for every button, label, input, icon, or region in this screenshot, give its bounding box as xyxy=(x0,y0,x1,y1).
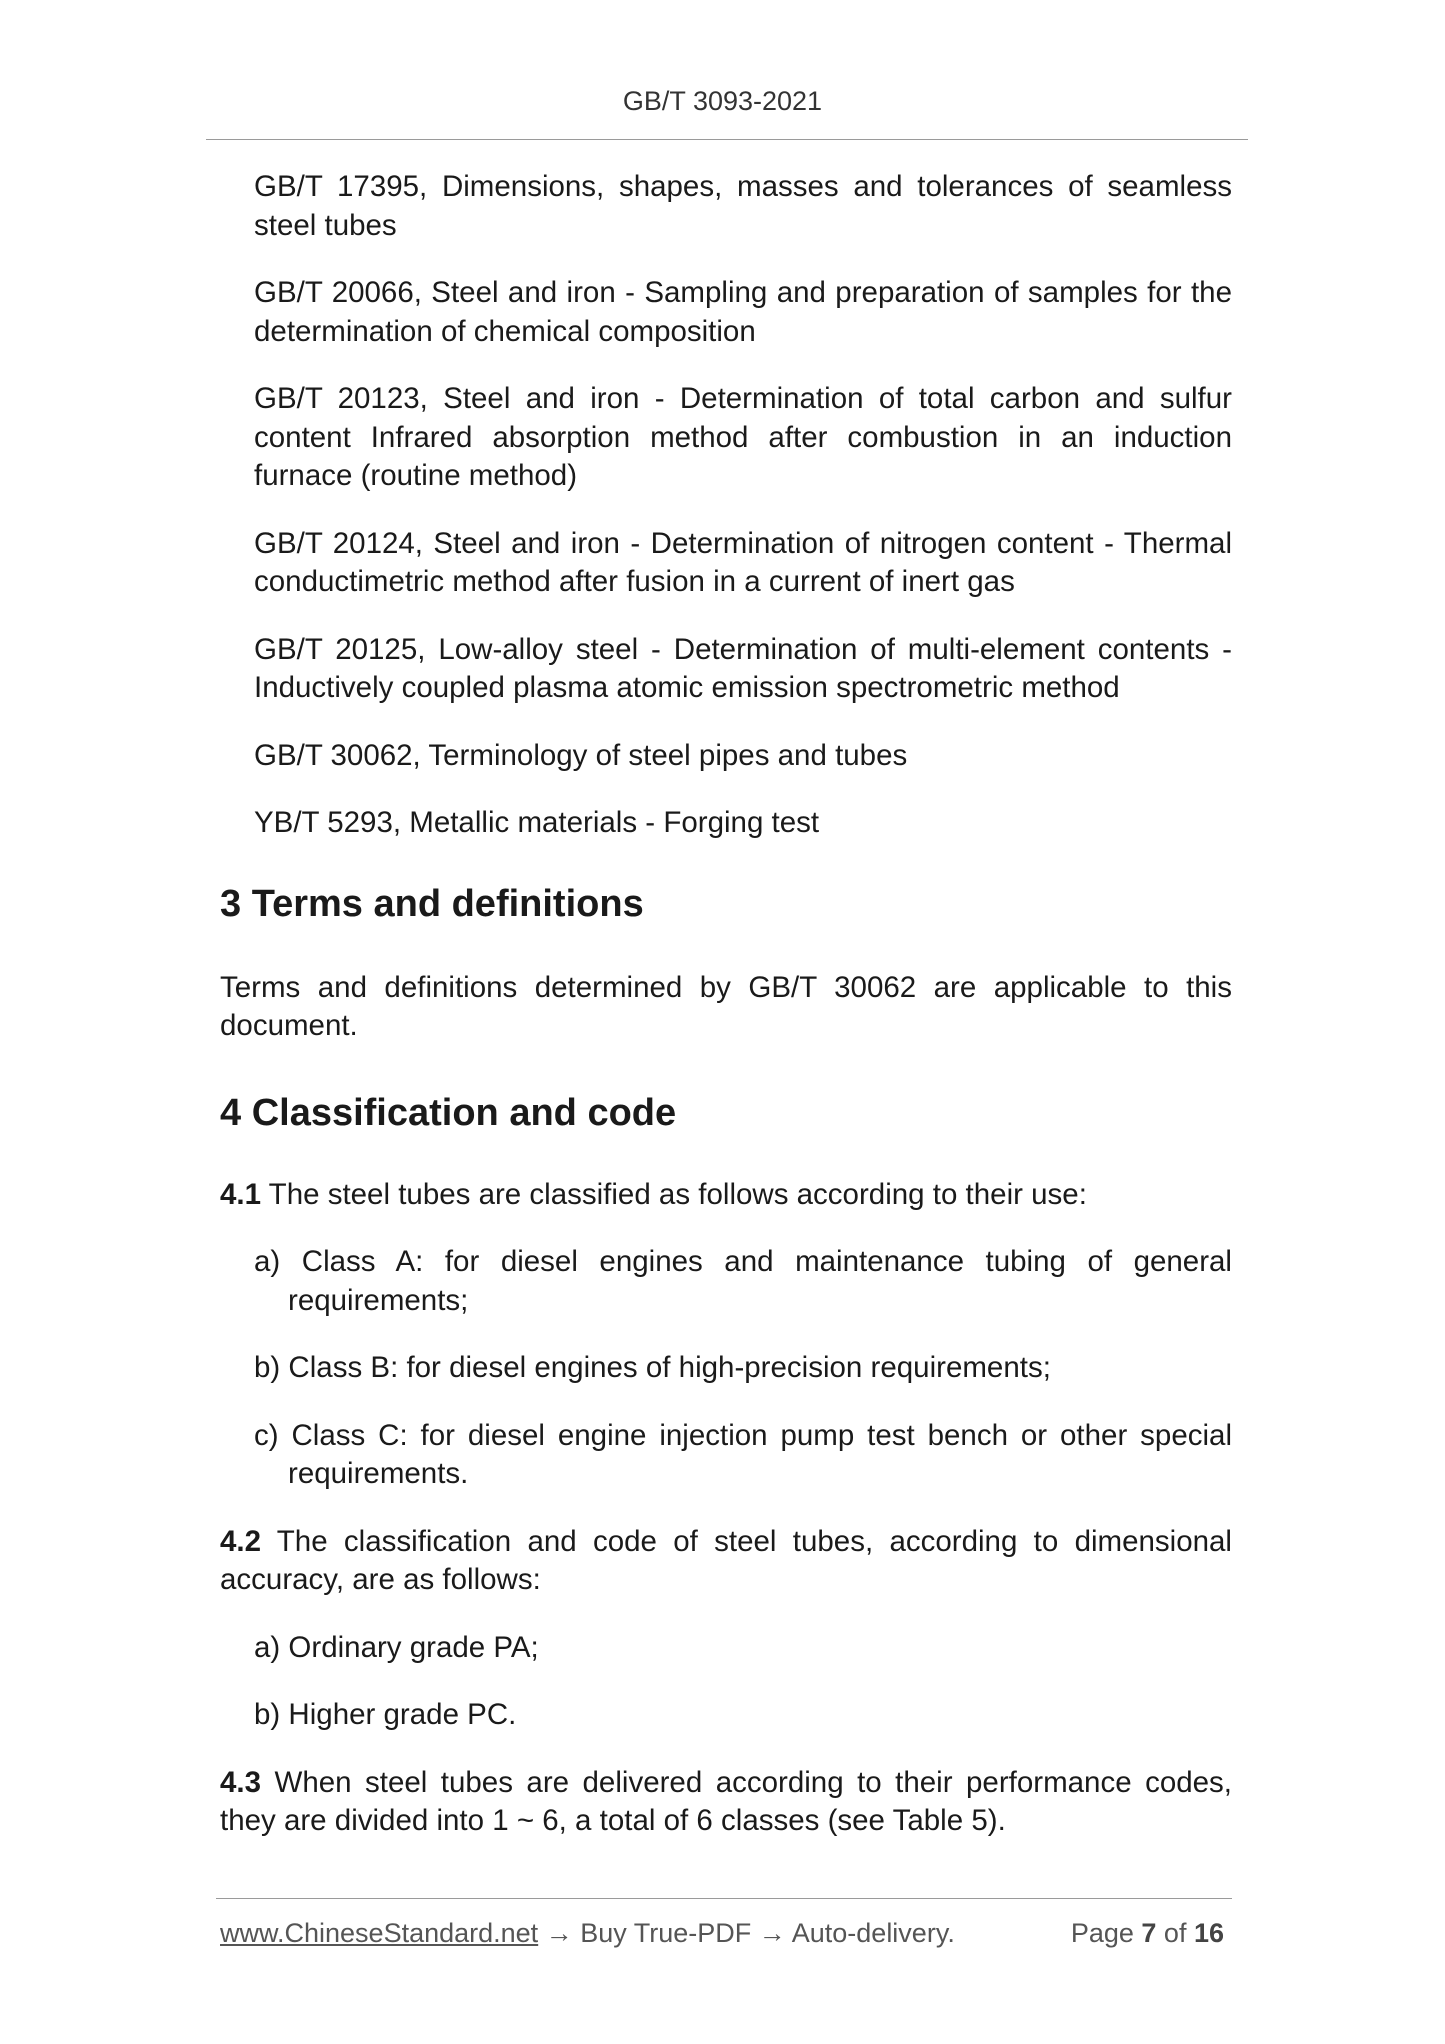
clause-4-1 xyxy=(220,1176,1232,1215)
clause-4-3 xyxy=(220,1764,1232,1841)
clause-4-1-number: 4.1 xyxy=(220,1177,262,1211)
clause-4-3-text: When steel tubes are delivered according to their performance codes, they are divided into 1 ~ 6, a total of 6 classes (see Table 5). xyxy=(220,1765,1232,1837)
section-3-heading: 3 Terms and definitions xyxy=(220,882,644,925)
document-body xyxy=(220,168,1232,1870)
website-link[interactable]: www.ChineseStandard.net xyxy=(220,1918,539,1948)
reference-gbt20066: GB/T 20066, Steel and iron - Sampling and preparation of samples for the determination of chemical composition xyxy=(254,276,1232,348)
footer-divider xyxy=(216,1898,1232,1899)
current-page-number: 7 xyxy=(1141,1918,1157,1948)
section-4-heading: 4 Classification and code xyxy=(220,1091,677,1134)
clause-4-1-item-a: a) Class A: for diesel engines and maintenance tubing of general requirements; xyxy=(254,1245,1232,1317)
reference-gbt20123: GB/T 20123, Steel and iron - Determination of total carbon and sulfur content Infrared absorption method after combustion in an induction furnace (routine method) xyxy=(254,382,1232,492)
clause-4-1-text: The steel tubes are classified as follows according to their use: xyxy=(261,1177,1087,1211)
running-header: GB/T 3093-2021 xyxy=(622,86,823,116)
reference-gbt17395: GB/T 17395, Dimensions, shapes, masses and tolerances of seamless steel tubes xyxy=(254,170,1232,242)
reference-ybt5293: YB/T 5293, Metallic materials - Forging test xyxy=(254,806,820,839)
page-indicator xyxy=(1071,1918,1224,1949)
reference-gbt20125: GB/T 20125, Low-alloy steel - Determination of multi-element contents - Inductively coupled plasma atomic emission spectrometric method xyxy=(254,632,1232,704)
clause-4-1-item-c: c) Class C: for diesel engine injection pump test bench or other special requirements. xyxy=(254,1418,1232,1490)
clause-4-2-number: 4.2 xyxy=(220,1524,262,1558)
footer-promo-text: → Buy True-PDF → Auto-delivery. xyxy=(538,1918,955,1948)
page-footer xyxy=(220,1918,1232,1958)
clause-4-3-number: 4.3 xyxy=(220,1765,262,1799)
page-label: Page xyxy=(1070,1918,1142,1948)
section-3-text: Terms and definitions determined by GB/T 30062 are applicable to this document. xyxy=(220,970,1232,1042)
reference-gbt30062: GB/T 30062, Terminology of steel pipes and tubes xyxy=(254,738,908,772)
reference-gbt20124: GB/T 20124, Steel and iron - Determination of nitrogen content - Thermal conductimetric method after fusion in a current of inert gas xyxy=(254,526,1232,598)
header-divider xyxy=(206,139,1248,140)
clause-4-2-item-a: a) Ordinary grade PA; xyxy=(254,1630,539,1664)
clause-4-1-item-b: b) Class B: for diesel engines of high-precision requirements; xyxy=(254,1351,1051,1384)
footer-promo xyxy=(220,1918,955,1949)
total-page-count: 16 xyxy=(1193,1918,1224,1948)
clause-4-2-text: The classification and code of steel tubes, according to dimensional accuracy, are as follows: xyxy=(220,1524,1232,1596)
page-of-label: of xyxy=(1156,1918,1194,1948)
clause-4-2 xyxy=(220,1523,1232,1600)
clause-4-2-item-b: b) Higher grade PC. xyxy=(254,1698,517,1731)
